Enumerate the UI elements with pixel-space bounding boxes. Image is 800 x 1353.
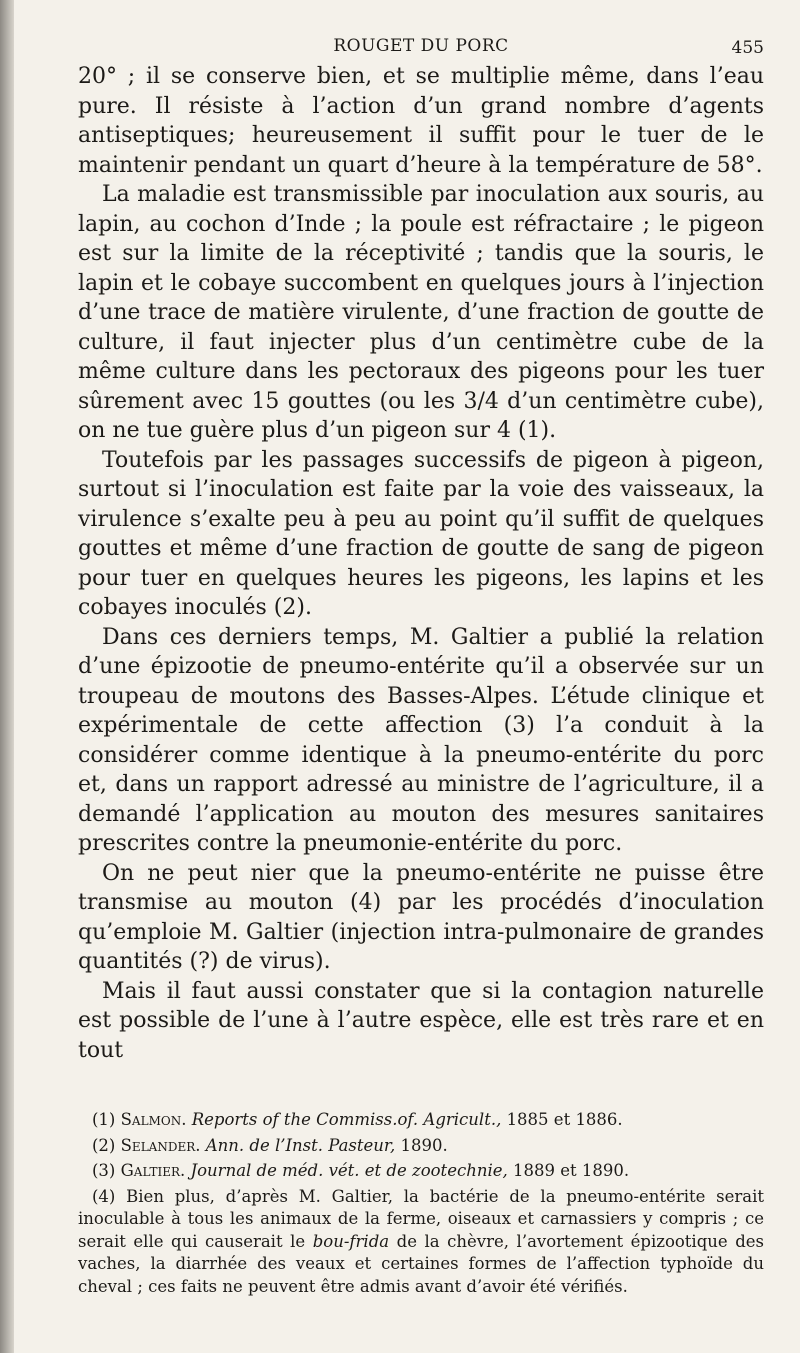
body-text: [78, 62, 764, 1065]
paragraph: Mais il faut aussi constater que si la contagion naturelle est possible de l’une à l’autre espèce, elle est très rare et en tout: [78, 978, 764, 1063]
footnote-marker: (4): [92, 1186, 116, 1206]
footnote-text: de la chèvre, l’avortement épizootique des vaches, la diarrhée des veaux et certaines formes de l’affection typhoïde du cheval ; ces faits ne peuvent être admis avant d’avoir été vérifiés.: [78, 1231, 764, 1296]
paragraph: La maladie est transmissible par inoculation aux souris, au lapin, au cochon d’Inde ; la poule est réfractaire ; le pigeon est sur la limite de la réceptivité ; tandis que la souris, le lapin et le cobaye succombent en quelques jours à l’injection d’une trace de matière virulente, d’une fraction de goutte de culture, il faut injecter plus d’un centimètre cube de la même culture dans les pectoraux des pigeons pour les tuer sûrement avec 15 gouttes (ou les 3/4 d’un centimètre cube), on ne tue guère plus d’un pigeon sur 4 (1).: [78, 182, 764, 443]
book-spine-shadow: [0, 0, 14, 1353]
footnote-3: [78, 1160, 764, 1183]
footnote-rest: 1889 et 1890.: [513, 1161, 630, 1180]
footnote-author: Salmon.: [120, 1110, 187, 1129]
footnote-author: Galtier.: [120, 1161, 186, 1180]
footnote-marker: (1): [92, 1110, 116, 1129]
footnote-marker: (3): [92, 1161, 116, 1180]
footnote-4: [78, 1186, 764, 1299]
page-header: [78, 28, 764, 62]
footnotes: [78, 1109, 764, 1298]
paragraph: On ne peut nier que la pneumo-entérite ne puisse être transmise au mouton (4) par les procédés d’inoculation qu’emploie M. Galtier (injection intra-pulmonaire de grandes quantités (?) de virus).: [78, 860, 764, 974]
footnote-work: Reports of the Commiss.of. Agricult.,: [191, 1110, 502, 1129]
footnote-author: Selander.: [120, 1135, 201, 1155]
footnote-2: [78, 1135, 764, 1158]
book-page: [78, 28, 764, 1328]
footnote-1: [78, 1109, 764, 1132]
page-number: 455: [731, 38, 764, 58]
running-title: ROUGET DU PORC: [333, 36, 509, 56]
footnote-term: bou-frida: [312, 1231, 390, 1251]
paragraph-continued: 20° ; il se conserve bien, et se multiplie même, dans l’eau pure. Il résiste à l’action d’un grand nombre d’agents antiseptiques; heureusement il suffit pour le tuer de le maintenir pendant un quart d’heure à la température de 58°.: [78, 64, 764, 178]
footnote-marker: (2): [92, 1135, 116, 1155]
footnote-work: Journal de méd. vét. et de zootechnie,: [190, 1161, 508, 1180]
paragraph: Toutefois par les passages successifs de pigeon à pigeon, surtout si l’inoculation est faite par la voie des vaisseaux, la virulence s’exalte peu à peu au point qu’il suffit de quelques gouttes et même d’une fraction de goutte de sang de pigeon pour tuer en quelques heures les pigeons, les lapins et les cobayes inoculés (2).: [78, 447, 764, 620]
footnote-rest: 1885 et 1886.: [506, 1110, 623, 1129]
footnote-text: Bien plus, d’après M. Galtier, la bactérie de la pneumo-entérite serait inoculable à tous les animaux de la ferme, oiseaux et carnassiers y compris ; ce serait elle qui causerait le: [78, 1186, 765, 1251]
paragraph: Dans ces derniers temps, M. Galtier a publié la relation d’une épizootie de pneumo-entérite qu’il a observée sur un troupeau de moutons des Basses-Alpes. L’étude clinique et expérimentale de cette affection (3) l’a conduit à la considérer comme identique à la pneumo-entérite du porc et, dans un rapport adressé au ministre de l’agriculture, il a demandé l’application au mouton des mesures sanitaires prescrites contre la pneumonie-entérite du porc.: [78, 624, 764, 856]
footnote-rest: 1890.: [400, 1135, 448, 1155]
footnote-work: Ann. de l’Inst. Pasteur,: [205, 1135, 396, 1155]
